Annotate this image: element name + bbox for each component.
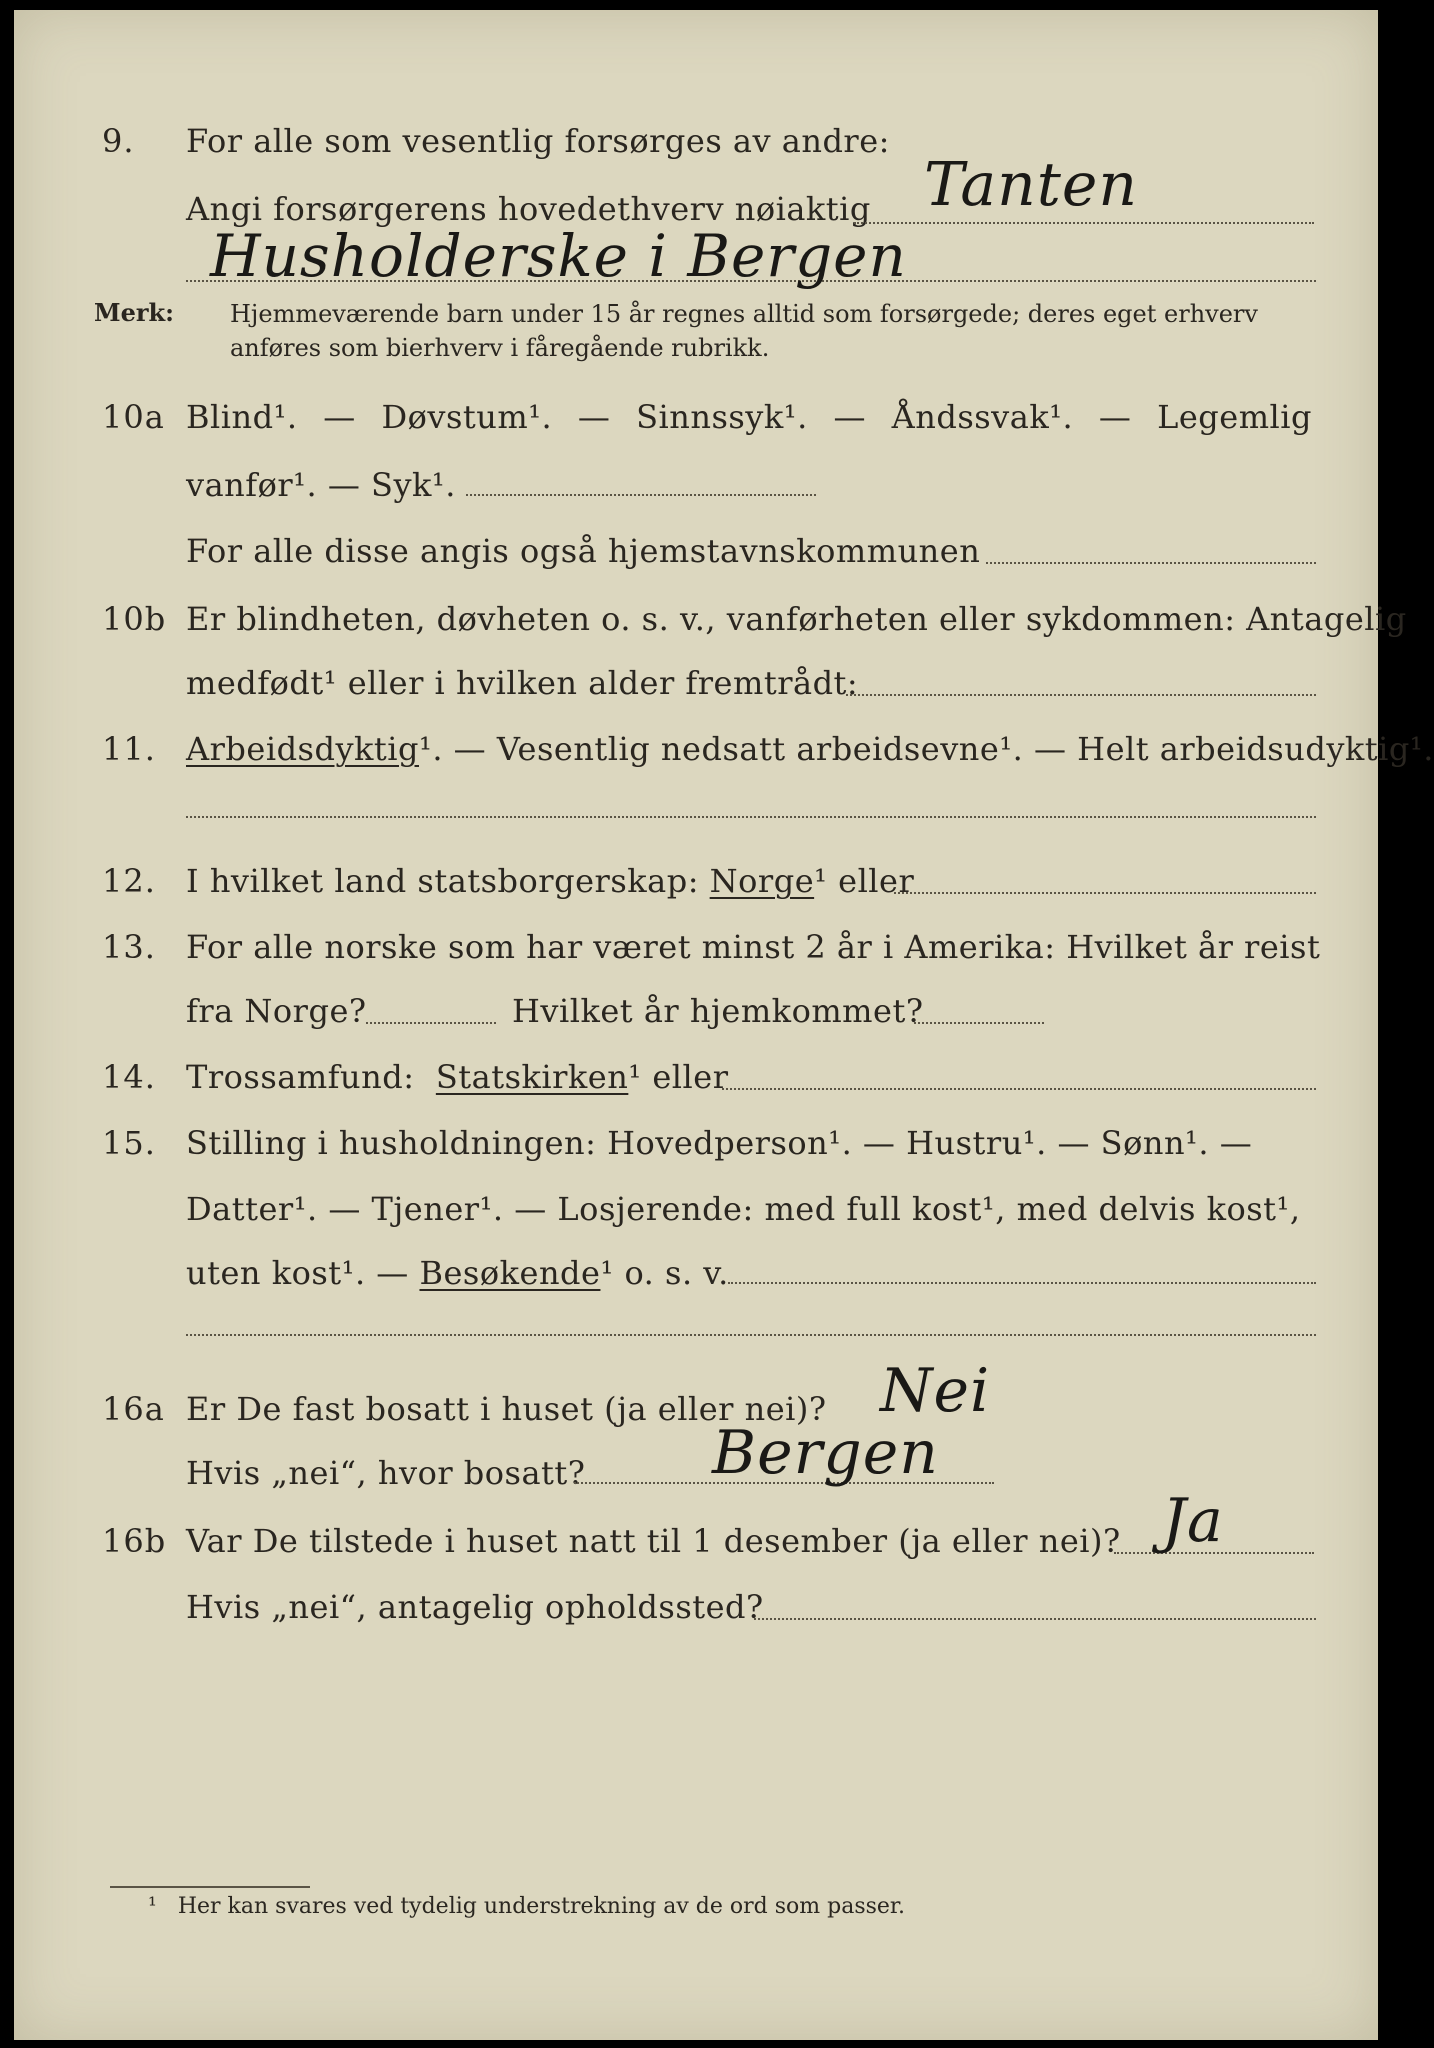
item-text-before: uten kost¹. — bbox=[186, 1254, 409, 1292]
item-15-line2 bbox=[14, 1186, 1378, 1230]
dotted-fill-line bbox=[366, 1020, 496, 1024]
dotted-fill-line bbox=[466, 492, 816, 496]
dotted-fill-line bbox=[722, 1086, 1316, 1090]
item-text: Angi forsørgerens hovedethverv nøiaktig bbox=[186, 190, 871, 228]
item-14-row bbox=[14, 1054, 1378, 1098]
word: — bbox=[1098, 398, 1132, 436]
item-text: For alle som vesentlig forsørges av andre: bbox=[186, 122, 890, 160]
item-text-rest: ¹. — Vesentlig nedsatt arbeidsevne¹. — Helt arbeidsudyktig¹. bbox=[419, 730, 1434, 768]
item-text-before: Trossamfund: bbox=[186, 1058, 415, 1096]
item-12-row bbox=[14, 858, 1378, 902]
item-text: Hvis „nei“, antagelig opholdssted? bbox=[186, 1588, 764, 1626]
handwritten-answer: Nei bbox=[880, 1356, 991, 1426]
item-text: Er blindheten, døvheten o. s. v., vanførheten eller sykdommen: Antagelig bbox=[186, 600, 1407, 638]
dotted-fill-line bbox=[728, 1280, 1316, 1284]
item-text: Var De tilstede i huset natt til 1 desember (ja eller nei)? bbox=[186, 1522, 1121, 1560]
merk-label: Merk: bbox=[94, 298, 174, 327]
underlined-answer: Arbeidsdyktig bbox=[186, 730, 419, 768]
item-10a-line3 bbox=[14, 528, 1378, 572]
item-number: 9. bbox=[102, 122, 135, 160]
dotted-fill-line bbox=[854, 220, 1314, 224]
item-text-after: ¹ eller bbox=[628, 1058, 729, 1096]
item-number: 10a bbox=[102, 398, 165, 436]
dotted-fill-line bbox=[914, 1020, 1044, 1024]
item-text-after: ¹ eller bbox=[814, 862, 915, 900]
item-number: 16a bbox=[102, 1390, 165, 1428]
footnote-mark: ¹ bbox=[148, 1894, 157, 1919]
word: Åndssvak¹. bbox=[891, 398, 1074, 436]
item-text: Datter¹. — Tjener¹. — Losjerende: med full kost¹, med delvis kost¹, bbox=[186, 1190, 1301, 1228]
item-text: Hvilket år hjemkommet? bbox=[512, 992, 924, 1030]
item-text bbox=[186, 1254, 729, 1292]
item-9-row bbox=[14, 118, 1378, 162]
item-text: Hvis „nei“, hvor bosatt? bbox=[186, 1454, 586, 1492]
footnote bbox=[148, 1894, 905, 1919]
item-text: For alle disse angis også hjemstavnskommunen bbox=[186, 532, 981, 570]
item-number: 11. bbox=[102, 730, 156, 768]
handwritten-answer: Ja bbox=[1162, 1486, 1224, 1556]
item-text bbox=[186, 1058, 728, 1096]
item-10b-row bbox=[14, 596, 1407, 640]
dotted-fill-line bbox=[186, 1332, 1316, 1336]
item-10a-line2 bbox=[14, 462, 1378, 506]
dotted-fill-line bbox=[846, 692, 1316, 696]
underlined-answer: Norge bbox=[709, 862, 815, 900]
item-11-row bbox=[14, 726, 1434, 770]
dotted-fill-line bbox=[986, 560, 1316, 564]
item-text bbox=[186, 398, 1312, 436]
underlined-answer: Besøkende bbox=[419, 1254, 601, 1292]
item-number: 14. bbox=[102, 1058, 156, 1096]
dotted-fill-line bbox=[186, 814, 1316, 818]
handwritten-answer: Husholderske i Bergen bbox=[210, 222, 907, 290]
word: — bbox=[577, 398, 611, 436]
item-number: 16b bbox=[102, 1522, 167, 1560]
dotted-fill-line bbox=[894, 890, 1316, 894]
item-text bbox=[186, 862, 914, 900]
item-text: Stilling i husholdningen: Hovedperson¹. — Hustru¹. — Sønn¹. — bbox=[186, 1124, 1253, 1162]
word: Døvstum¹. bbox=[381, 398, 553, 436]
item-text: For alle norske som har været minst 2 år i Amerika: Hvilket år reist bbox=[186, 928, 1321, 966]
item-number: 12. bbox=[102, 862, 156, 900]
dotted-fill-line bbox=[754, 1616, 1316, 1620]
item-number: 10b bbox=[102, 600, 167, 638]
footnote-rule bbox=[110, 1886, 310, 1888]
item-13-row bbox=[14, 924, 1378, 968]
item-text: medfødt¹ eller i hvilken alder fremtrådt: bbox=[186, 664, 859, 702]
merk-text: Hjemmeværende barn under 15 år regnes alltid som forsørgede; deres eget erhverv bbox=[230, 300, 1258, 328]
merk-text: anføres som bierhverv i fåregående rubrikk. bbox=[230, 334, 770, 362]
footnote-text: Her kan svares ved tydelig understrekning av de ord som passer. bbox=[177, 1894, 906, 1919]
item-15-line3 bbox=[14, 1250, 1378, 1294]
item-10b-line2 bbox=[14, 660, 1378, 704]
word: Blind¹. bbox=[186, 398, 298, 436]
underlined-answer: Statskirken bbox=[435, 1058, 629, 1096]
word: Legemlig bbox=[1157, 398, 1312, 436]
item-16b-line2 bbox=[14, 1584, 1378, 1628]
word: Sinnssyk¹. bbox=[636, 398, 808, 436]
item-number: 13. bbox=[102, 928, 156, 966]
item-number: 15. bbox=[102, 1124, 156, 1162]
item-13-line2 bbox=[14, 988, 1378, 1032]
word: — bbox=[323, 398, 356, 436]
item-10a-row bbox=[14, 394, 1378, 438]
item-text: fra Norge? bbox=[186, 992, 367, 1030]
handwritten-answer: Tanten bbox=[924, 150, 1139, 220]
item-text: vanfør¹. — Syk¹. bbox=[186, 466, 456, 504]
item-text-before: I hvilket land statsborgerskap: bbox=[186, 862, 699, 900]
handwritten-answer: Bergen bbox=[712, 1418, 939, 1488]
item-text bbox=[186, 730, 1434, 768]
item-text-after: ¹ o. s. v. bbox=[600, 1254, 729, 1292]
census-form-page bbox=[14, 10, 1434, 2040]
item-16a-row bbox=[14, 1386, 1378, 1430]
item-text: Er De fast bosatt i huset (ja eller nei)? bbox=[186, 1390, 827, 1428]
item-15-row bbox=[14, 1120, 1378, 1164]
word: — bbox=[833, 398, 866, 436]
